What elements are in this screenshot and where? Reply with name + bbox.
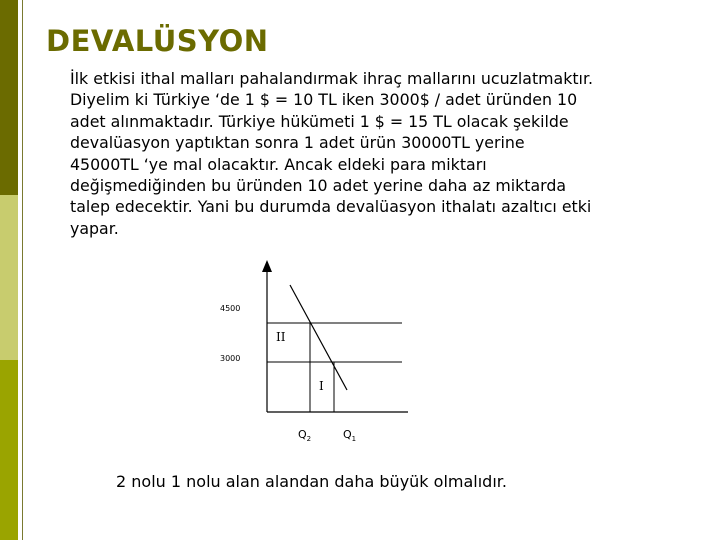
example-line: değişmediğinden bu üründen 10 adet yerine daha az miktarda (70, 176, 567, 196)
q2-subscript: 2 (306, 435, 312, 443)
example-line: 45000TL ‘ye mal olacaktır. Ancak eldeki para miktarı (70, 154, 487, 174)
q1-label (343, 428, 356, 443)
price-label-4500: 4500 (220, 304, 241, 313)
price-label-3000: 3000 (220, 354, 241, 363)
q1-subscript: 1 (351, 435, 357, 443)
example-line: adet alınmaktadır. Türkiye hükümeti 1 $ = 15 TL olacak şekilde (70, 111, 569, 131)
example-line: Diyelim ki Türkiye ‘de 1 $ = 10 TL iken 3000$ / adet üründen 10 (70, 90, 578, 110)
conclusion-text: 2 nolu 1 nolu alan alandan daha büyük olmalıdır. (116, 472, 507, 491)
example-line: talep edecektir. Yani bu durumda devalüasyon ithalatı azaltıcı etki (70, 197, 592, 217)
y-axis-arrow-icon (262, 260, 272, 272)
area-label-ii: II (276, 330, 286, 344)
example-line: devalüasyon yaptıktan sonra 1 adet ürün 30000TL yerine (70, 133, 525, 153)
demand-curve (290, 285, 347, 390)
q2-label (298, 428, 311, 443)
slide-title: DEVALÜSYON (46, 24, 269, 58)
area-label-i: I (319, 379, 324, 393)
q2-main: Q (298, 428, 307, 441)
example-line: yapar. (70, 218, 119, 238)
q1-main: Q (343, 428, 352, 441)
paragraph-first-effect: İlk etkisi ithal malları pahalandırmak ihraç mallarını ucuzlatmaktır. (70, 69, 594, 88)
